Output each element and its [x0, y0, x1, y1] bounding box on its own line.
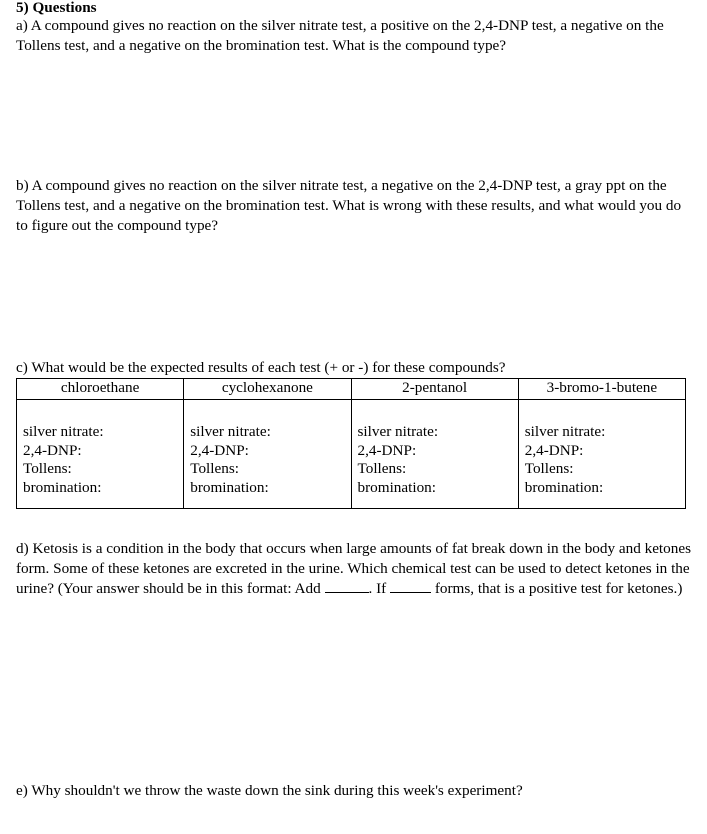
compound-header: 3-bromo-1-butene — [518, 379, 685, 400]
test-label: 2,4-DNP: — [23, 441, 82, 459]
test-label: 2,4-DNP: — [524, 441, 584, 459]
compound-header: cyclohexanone — [184, 379, 351, 400]
question-d-part1: d) Ketosis is a condition in the body that occurs when large amounts of fat break down in the body and ketones form. Some of these ketones are excreted in the urine. Which chemical test can be used to detect ketones in the urine? (Your answer should be in this format: Add — [16, 540, 691, 597]
section-heading: 5) Questions — [16, 0, 97, 16]
test-label: silver nitrate: — [357, 423, 439, 440]
test-label: Tollens: — [524, 460, 574, 477]
results-cell — [184, 400, 351, 509]
results-cell — [17, 400, 184, 509]
test-label: silver nitrate: — [190, 423, 271, 440]
table-results-row — [17, 400, 686, 509]
test-label: Tollens: — [23, 460, 72, 477]
test-label: bromination: — [190, 478, 269, 496]
answer-blank-reagent[interactable] — [325, 580, 369, 593]
compound-header: chloroethane — [17, 379, 184, 400]
question-d-part2: . If — [368, 580, 387, 597]
question-e: e) Why shouldn't we throw the waste down the sink during this week's experiment? — [16, 782, 523, 799]
test-label: Tollens: — [190, 460, 239, 477]
results-cell — [518, 400, 685, 509]
answer-blank-result[interactable] — [390, 580, 431, 593]
table-header-row — [17, 379, 686, 400]
question-b: b) A compound gives no reaction on the silver nitrate test, a negative on the 2,4-DNP test, a gray ppt on the Tollens test, and a negative on the bromination test. What is wrong with these results, and what would you do to figure out the compound type? — [16, 177, 682, 234]
question-d-part3: forms, that is a positive test for ketones.) — [431, 580, 683, 597]
test-label: bromination: — [524, 478, 604, 496]
test-label: bromination: — [23, 478, 102, 496]
question-a: a) A compound gives no reaction on the silver nitrate test, a positive on the 2,4-DNP test, a negative on the Tollens test, and a negative on the bromination test. What is the compound type? — [16, 17, 664, 54]
test-label: Tollens: — [357, 460, 407, 477]
test-label: silver nitrate: — [524, 423, 606, 440]
compound-header: 2-pentanol — [351, 379, 518, 400]
test-label: bromination: — [357, 478, 436, 496]
expected-results-table — [16, 378, 686, 509]
test-label: silver nitrate: — [23, 423, 104, 440]
question-c: c) What would be the expected results of each test (+ or -) for these compounds? — [16, 359, 506, 376]
question-d — [16, 539, 692, 599]
test-label: 2,4-DNP: — [357, 441, 417, 459]
test-label: 2,4-DNP: — [190, 441, 249, 459]
results-cell — [351, 400, 518, 509]
